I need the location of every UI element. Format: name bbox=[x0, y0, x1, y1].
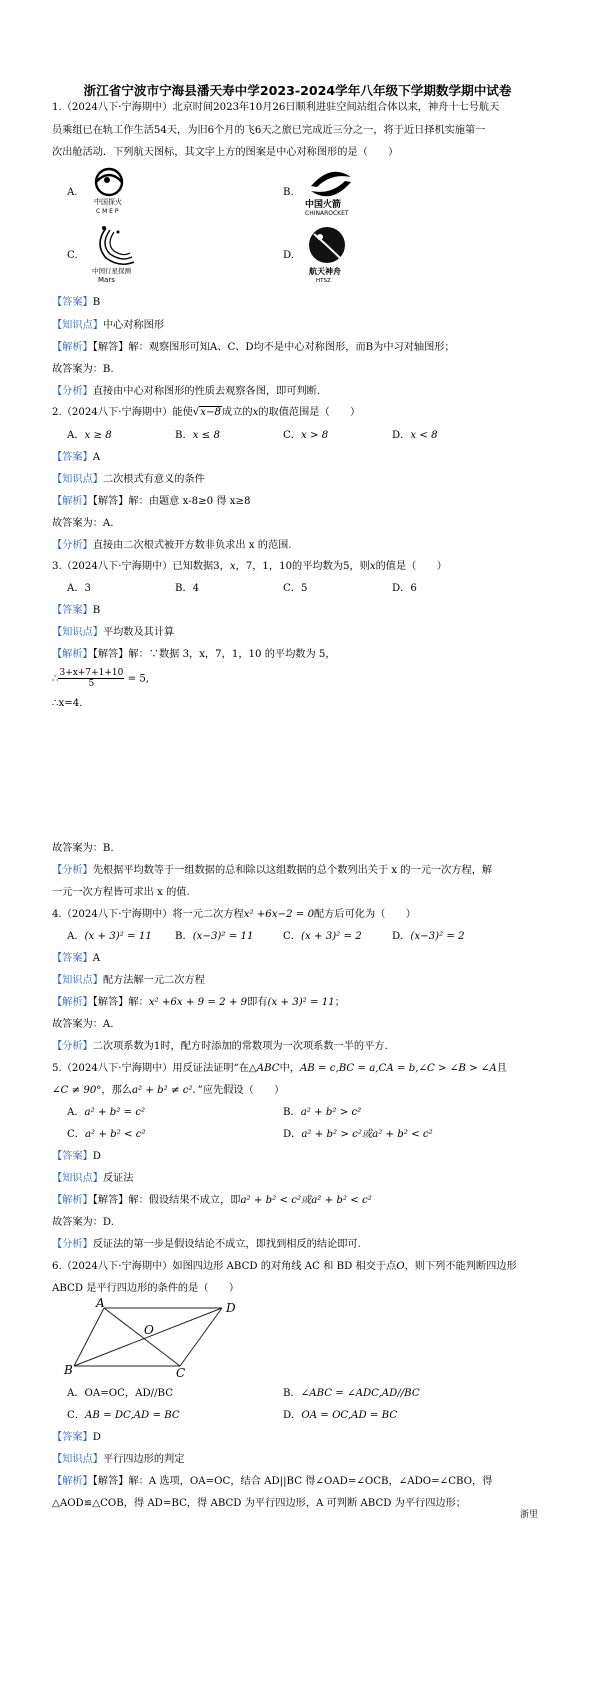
svg-text:中国行星探测: 中国行星探测 bbox=[92, 267, 131, 275]
q1-line1: 1.（2024八下·宁海期中）北京时间2023年10月26日顺利进驻空间站组合体以来，神舟十七号航天 bbox=[52, 102, 500, 113]
q2-conclusion: 故答案为：A. bbox=[52, 518, 114, 529]
q4-stem: 4.（2024八下·宁海期中）将一元二次方程x² +6x−2 = 0配方后可化为（ ） bbox=[52, 909, 416, 920]
q3-analysis: 【解析】【解答】解：∵数据 3，x，7，1，10 的平均数为 5， bbox=[52, 649, 336, 660]
q1-answer: 【答案】B bbox=[52, 297, 101, 308]
q6-stem-line1: 6.（2024八下·宁海期中）如图四边形 ABCD 的对角线 AC 和 BD 相交于点O，则下列不能判断四边形 bbox=[52, 1261, 517, 1272]
q5-stem-line2: ∠C ≠ 90°，那么a² + b² ≠ c²．”应先假设（ ） bbox=[52, 1085, 285, 1096]
q4-conclusion: 故答案为：A. bbox=[52, 1019, 114, 1030]
q4-option-d: D．(x−3)² = 2 bbox=[392, 931, 465, 942]
q4-option-b: B．(x−3)² = 11 bbox=[175, 931, 254, 942]
q1-line3: 次出舱活动．下列航天图标，其文字上方的图案是中心对称图形的是（ ） bbox=[52, 147, 399, 158]
q6-analysis-line1: 【解析】【解答】解：A 选项，OA=OC，结合 AD||BC 得∠OAD=∠OCB，∠ADO=∠CBO，得 bbox=[52, 1476, 493, 1487]
q5-answer: 【答案】D bbox=[52, 1151, 101, 1162]
point-a-label: A bbox=[96, 1298, 105, 1310]
point-c-label: C bbox=[176, 1366, 186, 1378]
q5-knowledge: 【知识点】反证法 bbox=[52, 1173, 134, 1184]
svg-text:Mars: Mars bbox=[98, 276, 115, 284]
svg-text:CHINAROCKET: CHINAROCKET bbox=[305, 210, 349, 217]
q3-option-a: A．3 bbox=[67, 583, 92, 594]
q6-stem-line2: ABCD 是平行四边形的条件的是（ ） bbox=[52, 1283, 240, 1294]
point-o-label: O bbox=[144, 1323, 154, 1337]
q4-option-a: A．(x + 3)² = 11 bbox=[67, 931, 152, 942]
q3-knowledge: 【知识点】平均数及其计算 bbox=[52, 627, 175, 638]
q5-analysis: 【解析】【解答】解：假设结果不成立，即a² + b² < c²或a² + b² < c² bbox=[52, 1195, 372, 1206]
point-b-label: B bbox=[64, 1363, 73, 1377]
q6-option-a: A．OA=OC，AD//BC bbox=[67, 1388, 173, 1399]
q3-option-c: C．5 bbox=[283, 583, 308, 594]
footer-text: 浙里 bbox=[520, 1510, 539, 1520]
point-d-label: D bbox=[226, 1301, 236, 1315]
q4-analysis2: 【分析】二次项系数为1时，配方时添加的常数项为一次项系数一半的平方. bbox=[52, 1041, 388, 1052]
q5-option-c: C．a² + b² < c² bbox=[67, 1129, 146, 1140]
parallelogram-diagram bbox=[60, 1298, 240, 1378]
q1-analysis: 【解析】【解答】解：观察图形可知A、C、D均不是中心对称图形，而B为中习对轴图形； bbox=[52, 342, 455, 353]
q2-analysis: 【解析】【解答】解：由题意 x-8≥0 得 x≥8 bbox=[52, 496, 251, 507]
q4-knowledge: 【知识点】配方法解一元二次方程 bbox=[52, 975, 205, 986]
svg-text:航天神舟: 航天神舟 bbox=[309, 267, 341, 276]
q3-conclusion: 故答案为：B. bbox=[52, 843, 114, 854]
svg-text:中国火箭: 中国火箭 bbox=[305, 200, 342, 210]
q6-knowledge: 【知识点】平行四边形的判定 bbox=[52, 1454, 185, 1465]
q2-option-d: D．x < 8 bbox=[392, 430, 438, 441]
q3-analysis2-line2: 一元一次方程皆可求出 x 的值. bbox=[52, 887, 190, 898]
q5-option-d: D．a² + b² > c²或a² + b² < c² bbox=[283, 1129, 433, 1140]
svg-text:C M E P: C M E P bbox=[96, 208, 119, 215]
q5-stem-line1: 5.（2024八下·宁海期中）用反证法证明“在△ABC中，AB = c,BC = a,CA = b,∠C > ∠B > ∠A且 bbox=[52, 1063, 507, 1074]
q1-option-c: C. bbox=[67, 250, 78, 261]
q4-option-c: C．(x + 3)² = 2 bbox=[283, 931, 362, 942]
q2-option-b: B．x ≤ 8 bbox=[175, 430, 220, 441]
q6-option-b: B．∠ABC = ∠ADC,AD//BC bbox=[283, 1388, 420, 1399]
q6-analysis-line2: △AOD≌△COB，得 AD=BC，得 ABCD 为平行四边形，A 可判断 ABCD 为平行四边形； bbox=[52, 1498, 466, 1509]
q4-answer: 【答案】A bbox=[52, 953, 101, 964]
q2-option-a: A．x ≥ 8 bbox=[67, 430, 112, 441]
svg-text:HTSZ: HTSZ bbox=[316, 278, 331, 284]
q2-analysis2: 【分析】直接由二次根式被开方数非负求出 x 的范围. bbox=[52, 540, 292, 551]
q2-knowledge: 【知识点】二次根式有意义的条件 bbox=[52, 474, 205, 485]
q1-option-b: B. bbox=[283, 187, 294, 198]
q6-answer: 【答案】D bbox=[52, 1432, 101, 1443]
q3-option-b: B．4 bbox=[175, 583, 200, 594]
q5-option-a: A．a² + b² = c² bbox=[67, 1107, 146, 1118]
q1-knowledge: 【知识点】中心对称图形 bbox=[52, 320, 165, 331]
q3-answer: 【答案】B bbox=[52, 605, 101, 616]
q3-option-d: D．6 bbox=[392, 583, 417, 594]
q5-analysis2: 【分析】反证法的第一步是假设结论不成立，即找到相反的结论即可. bbox=[52, 1239, 361, 1250]
q3-result: ∴x=4. bbox=[52, 698, 83, 709]
svg-text:中国探火: 中国探火 bbox=[94, 198, 122, 206]
q2-stem: 2.（2024八下·宁海期中）能使√x−8成立的x的取值范围是（ ） bbox=[52, 407, 361, 418]
q1-line2: 员乘组已在轨工作生活54天，为旧6个月的飞6天之旅已完成近三分之一，将于近日择机实施第一 bbox=[52, 125, 486, 136]
q1-option-a: A. bbox=[67, 187, 78, 198]
shenzhou-logo-icon bbox=[304, 224, 352, 284]
q2-option-c: C．x > 8 bbox=[283, 430, 329, 441]
q5-option-b: B．a² + b² > c² bbox=[283, 1107, 362, 1118]
q4-analysis: 【解析】【解答】解：x² +6x + 9 = 2 + 9即有(x + 3)² = 11； bbox=[52, 997, 345, 1008]
q6-option-c: C．AB = DC,AD = BC bbox=[67, 1410, 180, 1421]
q3-equation: ∴ $\frac{3+x+7+1+10}{5}$ = 5, bbox=[52, 668, 150, 689]
q1-option-d: D. bbox=[283, 250, 295, 261]
q1-conclusion: 故答案为：B. bbox=[52, 364, 114, 375]
china-rocket-logo-icon bbox=[303, 163, 359, 217]
q5-conclusion: 故答案为：D. bbox=[52, 1217, 114, 1228]
cmep-logo-icon bbox=[88, 163, 132, 215]
q3-analysis2-line1: 【分析】先根据平均数等于一组数据的总和除以这组数据的总个数列出关于 x 的一元一次方程，解 bbox=[52, 865, 493, 876]
page-title: 浙江省宁波市宁海县潘天寿中学2023-2024学年八年级下学期数学期中试卷 bbox=[83, 83, 512, 98]
q2-answer: 【答案】A bbox=[52, 452, 101, 463]
q6-option-d: D．OA = OC,AD = BC bbox=[283, 1410, 398, 1421]
q1-analysis2: 【分析】直接由中心对称图形的性质去观察各图，即可判断. bbox=[52, 386, 321, 397]
q3-stem: 3.（2024八下·宁海期中）已知数据3，x，7，1，10的平均数为5，则x的值是（ ） bbox=[52, 561, 447, 572]
mars-exploration-logo-icon bbox=[90, 222, 144, 284]
